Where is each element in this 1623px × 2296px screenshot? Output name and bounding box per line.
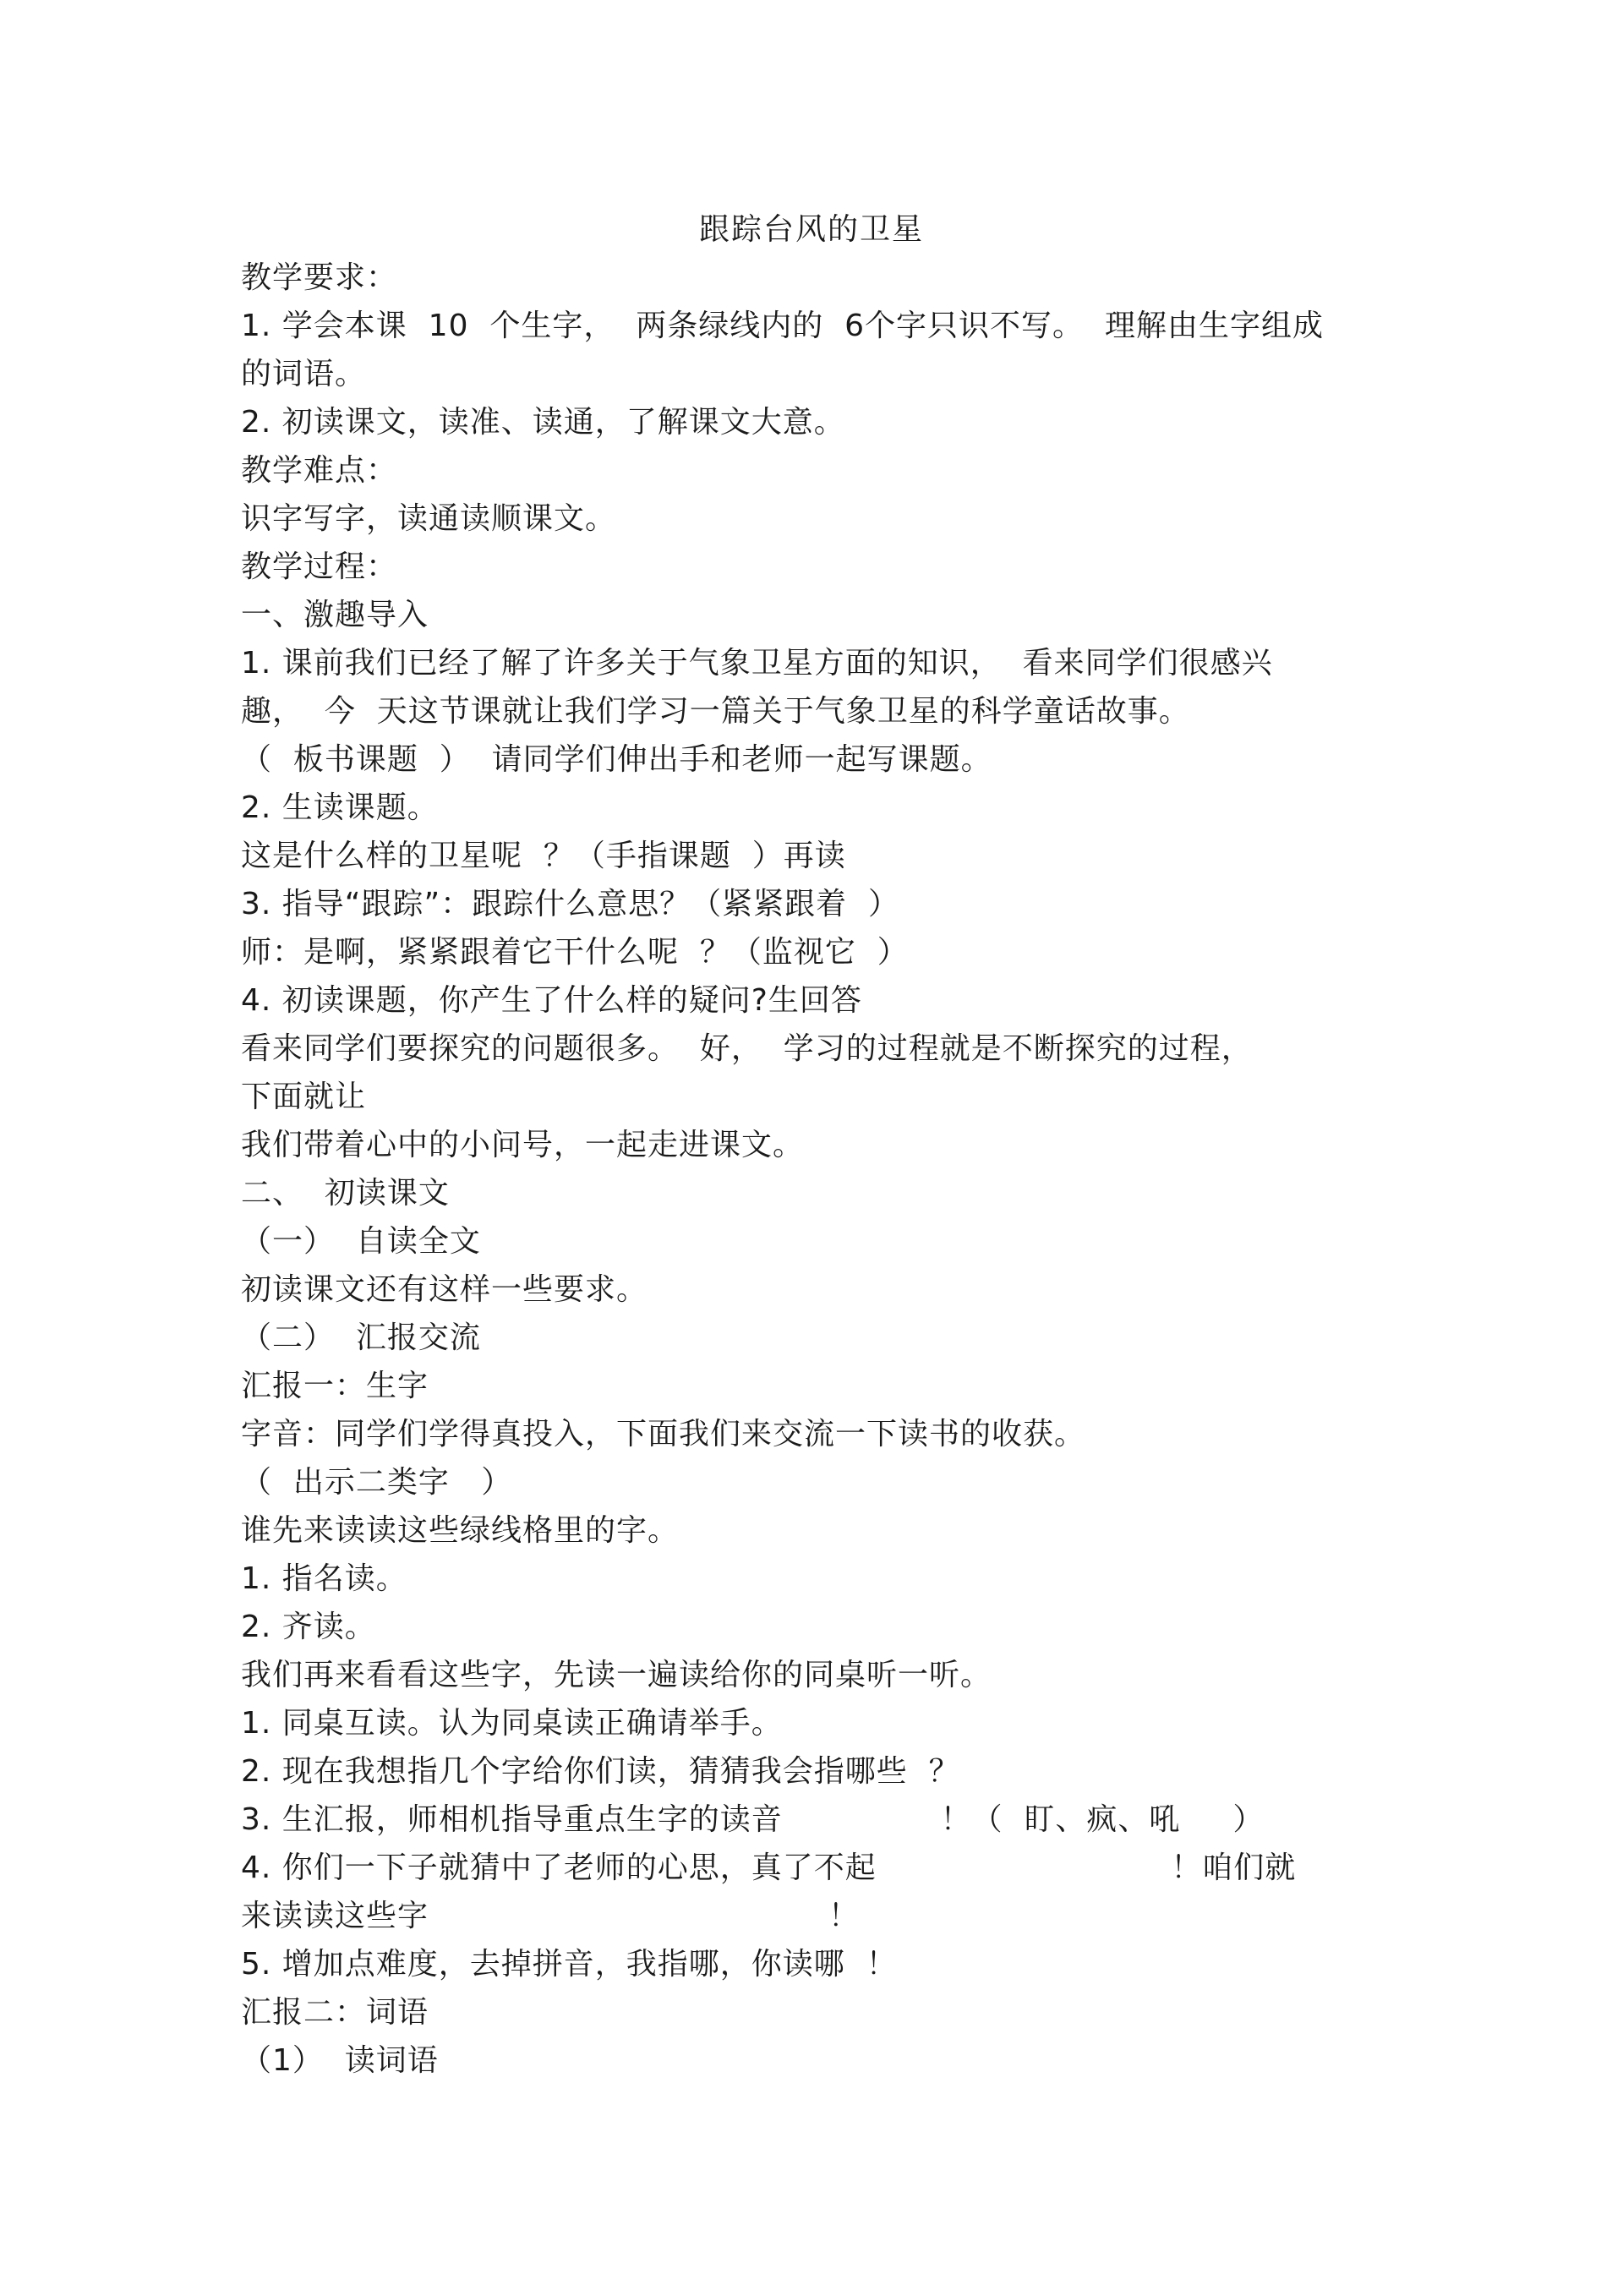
body-line: 趣， 今 天这节课就让我们学习一篇关于气象卫星的科学童话故事。 [241,694,1190,729]
body-line: 识字写字，读通读顺课文。 [241,501,617,536]
body-line: 教学过程： [241,549,398,584]
body-line: 这是什么样的卫星呢 ？（手指课题 ）再读 [241,839,846,873]
body-line: 3. 指导“跟踪”：跟踪什么意思？（紧紧跟着 ） [241,887,899,921]
body-line: 2. 生读课题。 [241,790,439,825]
body-line: 教学难点： [241,453,398,488]
body-line: （ 出示二类字 ） [241,1465,513,1500]
body-line: 谁先来读读这些绿线格里的字。 [241,1513,680,1548]
body-line: 看来同学们要探究的问题很多。 好， 学习的过程就是不断探究的过程， [241,1031,1253,1066]
body-line: 4. 初读课题，你产生了什么样的疑问?生回答 [241,983,862,1018]
body-line: 汇报一：生字 [241,1369,429,1403]
body-line: （一） 自读全文 [241,1224,481,1259]
body-line: 师：是啊，紧紧跟着它干什么呢 ？（监视它 ） [241,935,909,970]
body-line: 来读读这些字 ！ [241,1899,860,1933]
body-line: （ 板书课题 ） 请同学们伸出手和老师一起写课题。 [241,742,992,777]
body-line: 2. 现在我想指几个字给你们读，猜猜我会指哪些 ？ [241,1754,960,1789]
body-line: 2. 齐读。 [241,1610,376,1644]
body-line: （二） 汇报交流 [241,1320,481,1355]
body-line: 的词语。 [241,357,367,391]
body-line: 汇报二：词语 [241,1995,429,2030]
body-line: 初读课文还有这样一些要求。 [241,1272,648,1307]
body-line: （1） 读词语 [241,2043,439,2078]
document-title: 跟踪台风的卫星 [698,212,924,247]
document-body [241,254,1424,2085]
body-line: 我们再来看看这些字，先读一遍读给你的同桌听一听。 [241,1658,992,1692]
body-line: 下面就让 [241,1080,367,1114]
body-line: 2. 初读课文，读准、读通，了解课文大意。 [241,405,845,440]
body-line: 4. 你们一下子就猜中了老师的心思，真了不起 ！咱们就 [241,1850,1297,1885]
body-line: 二、 初读课文 [241,1176,450,1211]
body-line: 我们带着心中的小问号，一起走进课文。 [241,1128,805,1162]
body-line: 1. 学会本课 10 个生字， 两条绿线内的 6个字只识不写。 理解由生字组成 [241,309,1324,343]
body-line: 1. 同桌互读。认为同桌读正确请举手。 [241,1706,783,1741]
body-line: 一、激趣导入 [241,598,429,632]
body-line: 字音：同学们学得真投入，下面我们来交流一下读书的收获。 [241,1417,1086,1451]
body-line: 教学要求： [241,260,398,295]
body-line: 5. 增加点难度，去掉拼音，我指哪，你读哪 ！ [241,1947,898,1982]
body-line: 3. 生汇报，师相机指导重点生字的读音 ！（ 盯、疯、吼 ） [241,1802,1265,1837]
body-line: 1. 指名读。 [241,1561,407,1596]
body-line: 1. 课前我们已经了解了许多关于气象卫星方面的知识， 看来同学们很感兴 [241,646,1273,681]
